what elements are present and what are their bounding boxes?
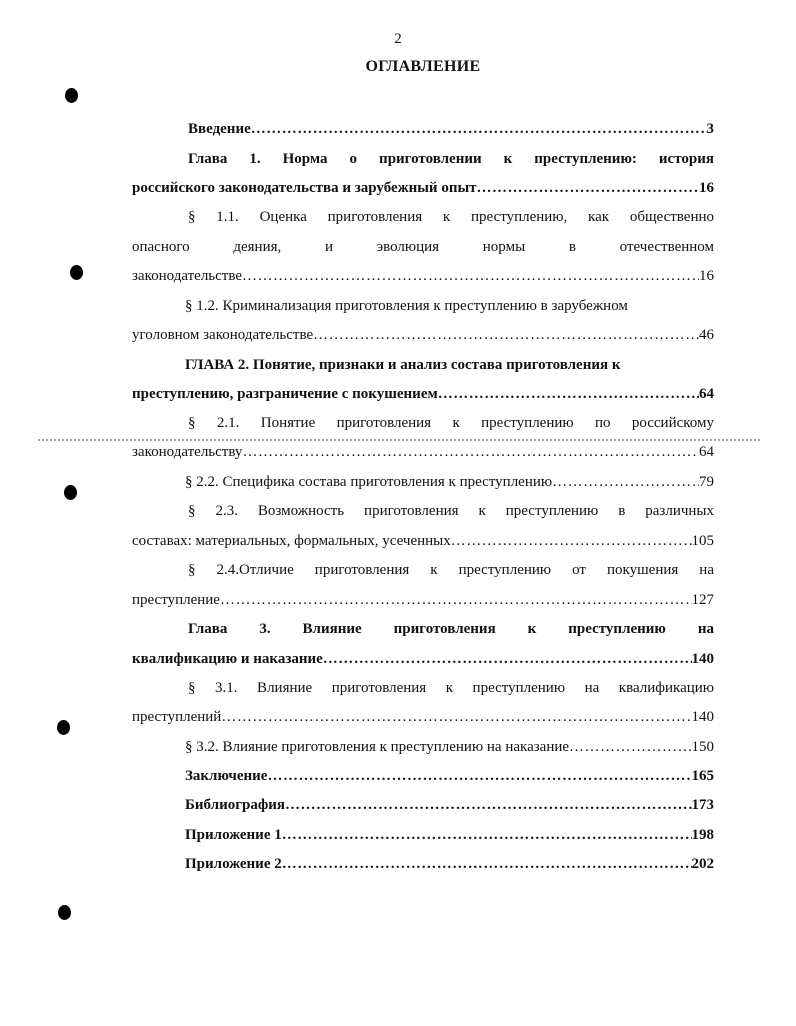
toc-page: 105 [691,533,714,549]
toc-entry-2-4-line-1: § 2.4.Отличие приготовления к преступлению от покушения на [188,562,714,578]
toc-entry-2-2 [132,472,714,492]
toc-entry-intro [132,119,714,139]
toc-page: 150 [691,739,714,755]
toc-page: 16 [699,180,714,196]
punch-hole-3 [64,485,77,500]
toc-leader [552,472,699,492]
toc-entry-conclusion [132,766,714,786]
toc-entry-1-1 [132,266,714,286]
toc-label: квалификацию и наказание [132,651,323,667]
toc-entry-chapter-1 [132,178,714,198]
toc-leader [242,442,699,462]
toc-entry-3-1-line-1: § 3.1. Влияние приготовления к преступлению на квалификацию [188,680,714,696]
page-number: 2 [394,31,402,47]
scan-artifact-line [38,439,760,441]
toc-leader [221,707,691,727]
toc-entry-chapter-2-line-1: ГЛАВА 2. Понятие, признаки и анализ состава приготовления к [185,357,621,373]
toc-label: § 3.2. Влияние приготовления к преступлению на наказание [185,739,570,755]
punch-hole-5 [58,905,71,920]
punch-hole-4 [57,720,70,735]
toc-leader [267,766,691,786]
toc-page: 173 [691,797,714,813]
toc-leader [220,590,692,610]
toc-leader [242,266,699,286]
toc-entry-3-2 [132,737,714,757]
toc-label: преступлений [132,709,222,725]
toc-entry-2-1 [132,442,714,462]
toc-label: законодательству [132,444,243,460]
toc-label: Введение [188,121,251,137]
toc-label: законодательстве [132,268,243,284]
toc-entry-chapter-1-line-1: Глава 1. Норма о приготовлении к преступлению: история [188,151,714,167]
toc-entry-2-4 [132,590,714,610]
toc-leader [323,649,692,669]
toc-leader [285,795,691,815]
toc-leader [451,531,692,551]
toc-label: российского законодательства и зарубежный опыт [132,180,477,196]
toc-page: 16 [699,268,714,284]
toc-page: 140 [691,651,714,667]
toc-entry-1-1-line-1: § 1.1. Оценка приготовления к преступлению, как общественно [188,209,714,225]
toc-label: § 2.2. Специфика состава приготовления к преступлению [185,474,553,490]
punch-hole-1 [65,88,78,103]
toc-entry-chapter-3-line-1: Глава 3. Влияние приготовления к преступлению на [188,621,714,637]
toc-entry-2-3-line-1: § 2.3. Возможность приготовления к преступлению в различных [188,503,714,519]
toc-entry-appendix-1 [132,825,714,845]
toc-page: 127 [691,592,714,608]
toc-page: 64 [699,444,714,460]
toc-leader [313,325,699,345]
toc-entry-1-2-line-1: § 1.2. Криминализация приготовления к преступлению в зарубежном [185,298,628,314]
toc-label: Приложение 2 [185,856,282,872]
toc-entry-2-3 [132,531,714,551]
toc-label: составах: материальных, формальных, усеченных [132,533,451,549]
toc-entry-appendix-2 [132,854,714,874]
toc-leader [251,119,707,139]
toc-entry-2-1-line-1: § 2.1. Понятие приготовления к преступлению по российскому [188,415,714,431]
toc-leader [282,854,692,874]
toc-leader [438,384,699,404]
toc-entry-bibliography [132,795,714,815]
toc-page: 165 [691,768,714,784]
toc-label: Заключение [185,768,268,784]
toc-leader [569,737,691,757]
toc-label: преступление [132,592,220,608]
toc-label: Библиография [185,797,286,813]
toc-leader [282,825,692,845]
toc-label: уголовном законодательстве [132,327,314,343]
toc-page: 3 [706,121,714,137]
toc-entry-1-2 [132,325,714,345]
toc-entry-1-1-line-2: опасного деяния, и эволюция нормы в отечественном [132,239,714,255]
toc-page: 79 [699,474,714,490]
toc-page: 64 [699,386,714,402]
toc-leader [477,178,699,198]
toc-label: преступлению, разграничение с покушением [132,386,438,402]
punch-hole-2 [70,265,83,280]
page-title: ОГЛАВЛЕНИЕ [365,58,481,75]
toc-label: Приложение 1 [185,827,282,843]
toc-page: 46 [699,327,714,343]
toc-page: 202 [691,856,714,872]
toc-entry-3-1 [132,707,714,727]
toc-page: 198 [691,827,714,843]
toc-entry-chapter-2 [132,384,714,404]
toc-page: 140 [691,709,714,725]
toc-entry-chapter-3 [132,649,714,669]
